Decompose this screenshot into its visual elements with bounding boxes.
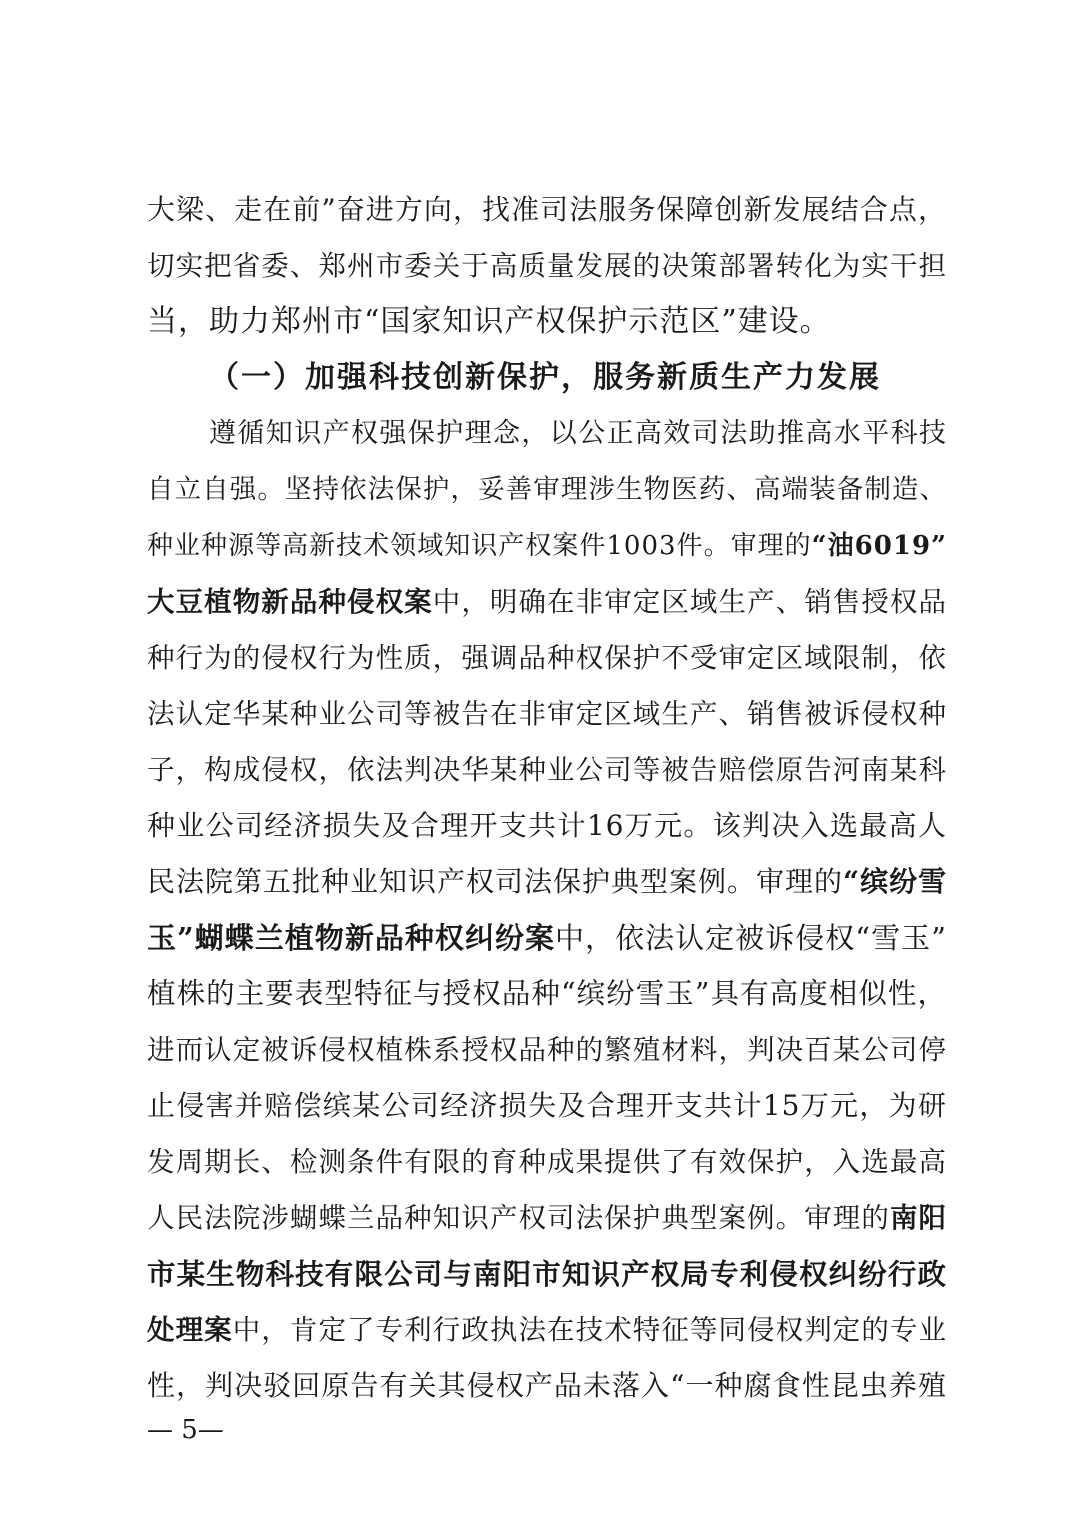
body-text: 种业种源等高新技术领域知识产权案件1003件。审理的 — [147, 531, 812, 561]
case-name-bold: “缤纷雪 — [843, 865, 948, 898]
intro-line-3: 当，助力郑州市“国家知识产权保护示范区”建设。 — [147, 304, 831, 339]
body-line-11: 植株的主要表型特征与授权品种“缤纷雪玉”具有高度相似性， — [147, 977, 947, 1010]
case-name-bold: “油6019” — [811, 531, 947, 561]
case-name-bold: 处理案 — [147, 1314, 233, 1346]
body-line-16: 市某生物科技有限公司与南阳市知识产权局专利侵权纠纷行政 — [147, 1257, 947, 1291]
body-text: 中，明确在非审定区域生产、销售授权品 — [432, 586, 948, 618]
body-line-8: 种业公司经济损失及合理开支共计16万元。该判决入选最高人 — [147, 809, 947, 842]
body-line-6: 法认定华某种业公司等被告在非审定区域生产、销售被诉侵权种 — [147, 698, 947, 730]
body-text: 人民法院涉蝴蝶兰品种知识产权司法保护典型案例。审理的 — [147, 1202, 890, 1234]
body-text: 民法院第五批种业知识产权司法保护典型案例。审理的 — [147, 865, 844, 898]
body-line-4 — [147, 582, 947, 622]
body-line-13: 止侵害并赔偿缤某公司经济损失及合理开支共计15万元，为研 — [147, 1089, 947, 1122]
body-line-1: 遵循知识产权强保护理念，以公正高效司法助推高水平科技 — [209, 418, 947, 449]
body-line-17 — [147, 1310, 947, 1350]
body-line-2: 自立自强。坚持依法保护，妥善审理涉生物医药、高端装备制造、 — [147, 474, 947, 505]
intro-line-1: 大梁、走在前”奋进方向，找准司法服务保障创新发展结合点， — [147, 193, 947, 226]
case-name-bold: 南阳 — [889, 1202, 948, 1234]
section-heading: （一）加强科技创新保护，服务新质生产力发展 — [209, 360, 881, 395]
case-name-bold: 大豆植物新品种侵权案 — [147, 586, 433, 618]
body-line-5: 种行为的侵权行为性质，强调品种权保护不受审定区域限制，依 — [147, 642, 947, 674]
body-line-15 — [147, 1198, 947, 1238]
body-line-10 — [147, 918, 947, 958]
page-number: — 5— — [147, 1415, 224, 1445]
body-line-3 — [147, 526, 947, 566]
body-text: 中，肯定了专利行政执法在技术特征等同侵权判定的专业 — [232, 1314, 948, 1346]
body-text: 中，依法认定被诉侵权“雪玉” — [555, 921, 947, 955]
body-line-7: 子，构成侵权，依法判决华某种业公司等被告赔偿原告河南某科 — [147, 754, 947, 786]
intro-line-2: 切实把省委、郑州市委关于高质量发展的决策部署转化为实干担 — [147, 250, 947, 282]
body-line-12: 进而认定被诉侵权植株系授权品种的繁殖材料，判决百某公司停 — [147, 1034, 947, 1066]
body-line-9 — [147, 862, 947, 902]
body-line-14: 发周期长、检测条件有限的育种成果提供了有效保护，入选最高 — [147, 1146, 947, 1178]
body-line-18: 性，判决驳回原告有关其侵权产品未落入“一种腐食性昆虫养殖 — [147, 1369, 947, 1402]
case-name-bold: 玉”蝴蝶兰植物新品种权纠纷案 — [147, 921, 556, 955]
